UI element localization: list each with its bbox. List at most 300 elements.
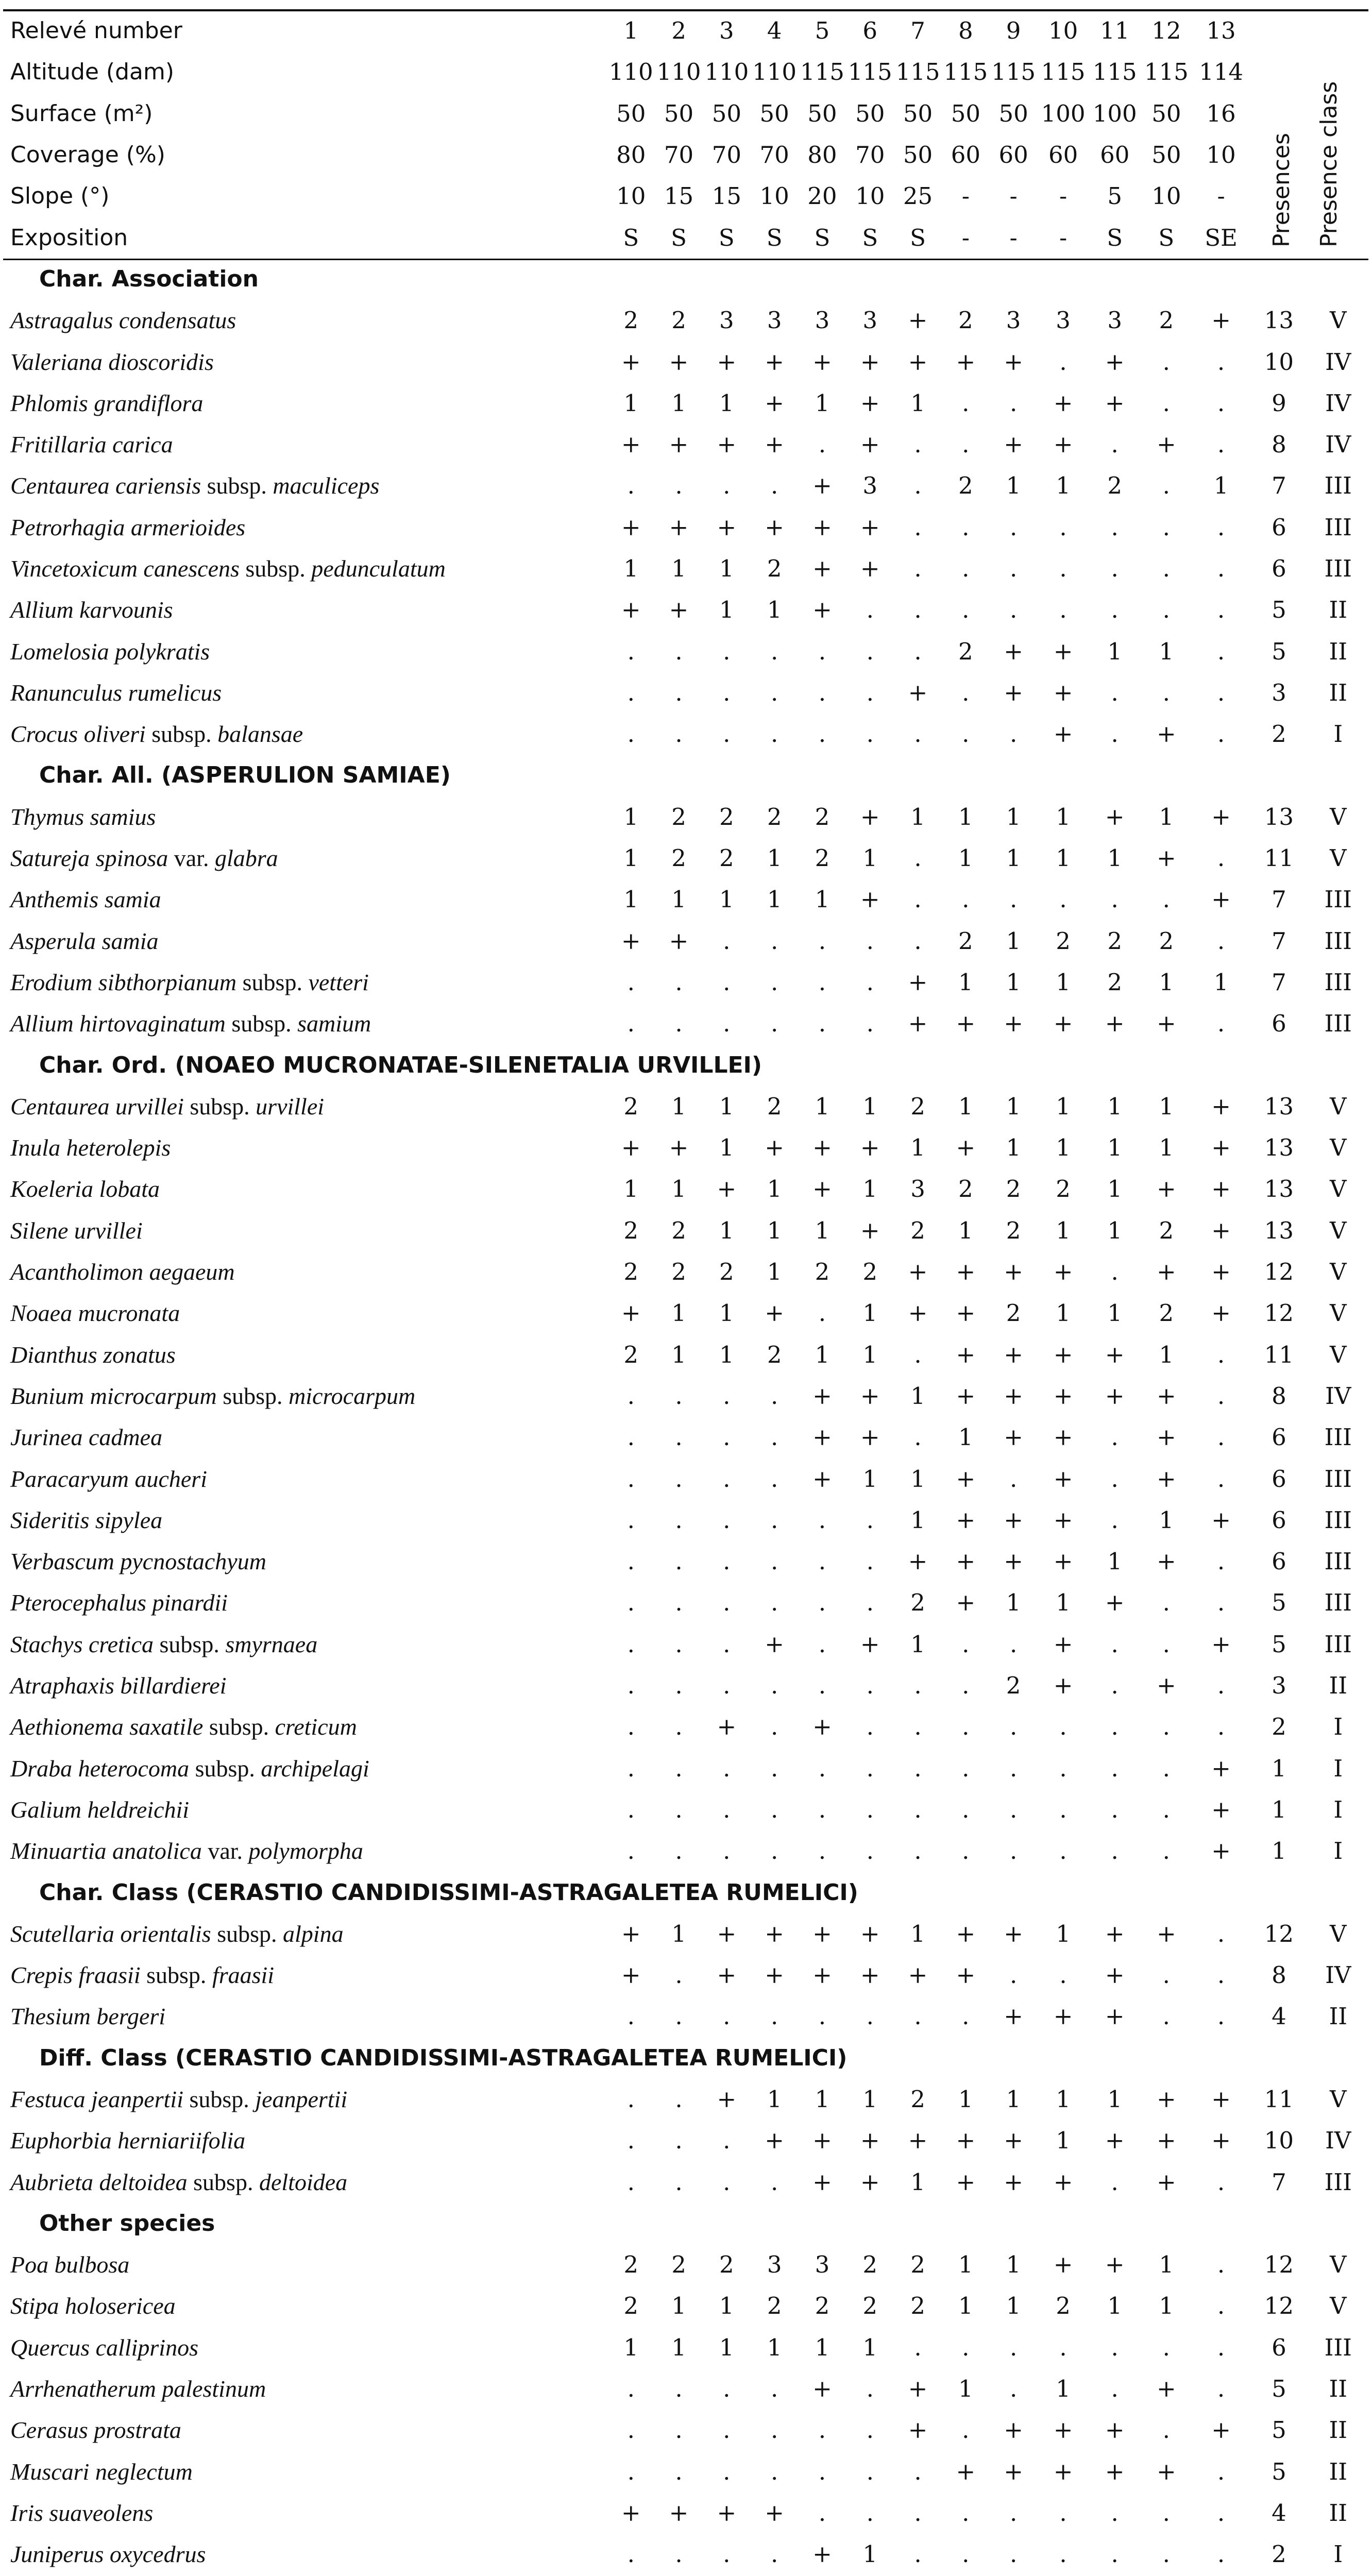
cover-value: . (1111, 1630, 1119, 1658)
cover-value: . (1111, 2375, 1119, 2403)
species-row (3, 2120, 1368, 2161)
species-rank: var. (201, 1838, 249, 1865)
species-name (3, 1086, 607, 1127)
cover-value: . (962, 1713, 970, 1741)
section-title: Diff. Class (CERASTIO CANDIDISSIMI-ASTRAGALETEA RUMELICI) (39, 2044, 848, 2071)
cover-value: 1 (623, 2333, 639, 2361)
cover-value: + (1211, 803, 1231, 831)
species-name (3, 1127, 607, 1168)
species-name (3, 2244, 607, 2285)
cover-value: . (962, 389, 970, 417)
cover-value: . (723, 472, 731, 500)
cover-value: 1 (1107, 1216, 1123, 1244)
cover-value: . (1162, 2540, 1170, 2568)
cover-value: 1 (1006, 968, 1021, 996)
presence-count: 12 (1264, 2292, 1294, 2320)
cover-value: + (1004, 679, 1023, 706)
cover-value: . (723, 1548, 731, 1575)
cover-value: . (1009, 1754, 1018, 1782)
cover-value: . (770, 2540, 778, 2568)
cover-value: 2 (1006, 1175, 1021, 1203)
cover-value: . (1111, 2168, 1119, 2196)
presence-count: 2 (1272, 720, 1286, 748)
cover-value: . (914, 637, 922, 665)
cover-value: + (1156, 1465, 1176, 1493)
cover-value: + (1211, 1506, 1231, 1534)
cover-value: 2 (1107, 927, 1123, 955)
section-title: Char. Ord. (NOAEO MUCRONATAE-SILENETALIA URVILLEI) (39, 1052, 763, 1078)
cover-value: + (1004, 1920, 1023, 1947)
cover-value: + (669, 596, 689, 624)
cover-value: 2 (910, 1216, 925, 1244)
cover-value: . (627, 1837, 635, 1865)
species-row (3, 1541, 1368, 1582)
species-row (3, 1955, 1368, 1996)
cover-value: 2 (1006, 1672, 1021, 1700)
cover-value: . (866, 1837, 874, 1865)
species-name (3, 1541, 607, 1582)
cover-value: + (956, 1589, 976, 1617)
cover-value: + (1211, 2416, 1231, 2444)
cover-value: + (908, 2127, 928, 2155)
presence-class: III (1324, 1423, 1352, 1451)
cover-value: + (1004, 2458, 1023, 2485)
cover-value: 2 (958, 637, 973, 665)
cover-value: 1 (1159, 637, 1174, 665)
header-value: 10 (616, 182, 646, 210)
species-row (3, 1168, 1368, 1210)
presence-count: 13 (1264, 1175, 1294, 1203)
header-value: S (910, 224, 926, 251)
species-row (3, 1458, 1368, 1499)
cover-value: 1 (1159, 1092, 1174, 1120)
species-row (3, 714, 1368, 755)
cover-value: . (723, 2003, 731, 2030)
cover-value: 1 (1159, 1506, 1174, 1534)
species-name (3, 1748, 607, 1789)
cover-value: 1 (958, 1092, 973, 1120)
cover-value: + (1004, 2003, 1023, 2030)
cover-value: 1 (1213, 968, 1229, 996)
cover-value: + (621, 1920, 641, 1947)
cover-value: + (1053, 1465, 1073, 1493)
cover-value: 1 (1056, 1589, 1071, 1617)
species-name-italic: maculiceps (273, 472, 380, 499)
header-value: 50 (1151, 141, 1181, 169)
cover-value: 1 (623, 803, 639, 831)
cover-value: . (818, 431, 826, 459)
header-value: S (671, 224, 687, 251)
presence-class: III (1324, 472, 1352, 500)
cover-value: + (1105, 1341, 1125, 1368)
header-row (3, 134, 1368, 176)
cover-value: 2 (1159, 1216, 1174, 1244)
cover-value: . (723, 1589, 731, 1617)
species-name-italic: Sideritis sipylea (10, 1506, 163, 1533)
cover-value: 2 (623, 307, 639, 334)
cover-value: 1 (1056, 2127, 1071, 2155)
cover-value: + (812, 1920, 832, 1947)
header-value: 110 (608, 58, 653, 86)
cover-value: 2 (958, 307, 973, 334)
cover-value: 1 (910, 389, 925, 417)
cover-value: . (1162, 513, 1170, 541)
presence-count: 8 (1272, 1961, 1286, 1989)
cover-value: . (914, 1754, 922, 1782)
cover-value: . (866, 2499, 874, 2527)
presence-class: III (1324, 1548, 1352, 1575)
cover-value: + (812, 348, 832, 376)
cover-value: 2 (958, 927, 973, 955)
cover-value: + (717, 2085, 737, 2113)
species-name-italic: alpina (283, 1920, 344, 1947)
cover-value: + (1053, 1506, 1073, 1534)
section-title: Other species (39, 2210, 215, 2236)
cover-value: 1 (958, 1423, 973, 1451)
species-rank: subsp. (145, 721, 218, 748)
species-name (3, 383, 607, 424)
cover-value: . (770, 637, 778, 665)
cover-value: + (908, 307, 928, 334)
cover-value: . (1217, 1010, 1225, 1038)
cover-value: . (914, 555, 922, 582)
cover-value: . (1162, 1713, 1170, 1741)
species-rank: subsp. (189, 1755, 261, 1782)
cover-value: 1 (862, 1175, 878, 1203)
presence-count: 6 (1272, 1548, 1286, 1575)
cover-value: + (1004, 431, 1023, 459)
cover-value: . (1217, 2375, 1225, 2403)
cover-value: 3 (719, 307, 734, 334)
cover-value: . (962, 679, 970, 706)
cover-value: 2 (910, 2292, 925, 2320)
cover-value: . (1059, 513, 1067, 541)
cover-value: . (1009, 1961, 1018, 1989)
cover-value: . (723, 2168, 731, 2196)
cover-value: 1 (671, 1920, 686, 1947)
species-name-italic: Allium karvounis (10, 597, 173, 623)
cover-value: . (914, 2458, 922, 2485)
cover-value: 1 (719, 389, 734, 417)
presence-class: V (1330, 1920, 1347, 1947)
cover-value: 1 (767, 1216, 782, 1244)
cover-value: + (1211, 2127, 1231, 2155)
cover-value: . (627, 1795, 635, 1823)
cover-value: . (770, 2416, 778, 2444)
cover-value: + (956, 1382, 976, 1410)
cover-value: . (1009, 596, 1018, 624)
cover-value: + (1004, 1506, 1023, 1534)
cover-value: 1 (862, 2085, 878, 2113)
cover-value: . (723, 1506, 731, 1534)
species-name (3, 838, 607, 879)
cover-value: . (723, 720, 731, 748)
cover-value: . (962, 2540, 970, 2568)
cover-value: + (1105, 2127, 1125, 2155)
cover-value: . (818, 1010, 826, 1038)
cover-value: 1 (1006, 844, 1021, 872)
cover-value: . (818, 1837, 826, 1865)
section-heading-row (3, 259, 1368, 300)
presence-class: III (1324, 2168, 1352, 2196)
header-value: - (1009, 182, 1018, 210)
header-value: S (766, 224, 783, 251)
presence-count: 5 (1272, 596, 1286, 624)
cover-value: + (1105, 2251, 1125, 2279)
cover-value: 3 (910, 1175, 925, 1203)
species-name-italic: Poa bulbosa (10, 2251, 130, 2278)
species-rank: subsp. (236, 969, 309, 995)
cover-value: 1 (958, 2251, 973, 2279)
cover-value: 1 (1006, 2085, 1021, 2113)
cover-value: + (1053, 1382, 1073, 1410)
species-name (3, 879, 607, 920)
cover-value: + (1004, 1341, 1023, 1368)
species-row (3, 548, 1368, 589)
cover-value: + (1053, 637, 1073, 665)
cover-value: 2 (815, 2292, 830, 2320)
cover-value: 1 (1056, 2085, 1071, 2113)
cover-value: + (765, 348, 784, 376)
species-name (3, 2368, 607, 2410)
cover-value: 1 (1006, 2292, 1021, 2320)
cover-value: . (1111, 513, 1119, 541)
cover-value: . (818, 637, 826, 665)
cover-value: . (1009, 720, 1018, 748)
cover-value: . (1059, 2499, 1067, 2527)
cover-value: + (908, 968, 928, 996)
cover-value: 1 (1006, 472, 1021, 500)
species-name-italic: Draba heterocoma (10, 1755, 190, 1782)
header-row (3, 52, 1368, 93)
presence-class: III (1324, 927, 1352, 955)
cover-value: . (1217, 927, 1225, 955)
species-name-italic: Aethionema saxatile (10, 1714, 204, 1740)
cover-value: . (914, 1837, 922, 1865)
header-label: Altitude (dam) (10, 59, 175, 86)
cover-value: + (717, 513, 737, 541)
species-row (3, 2410, 1368, 2451)
species-name-italic: Koeleria lobata (10, 1176, 160, 1202)
cover-value: + (1211, 1175, 1231, 1203)
cover-value: . (1217, 431, 1225, 459)
cover-value: 2 (623, 2251, 639, 2279)
cover-value: + (1156, 2168, 1176, 2196)
cover-value: . (866, 596, 874, 624)
cover-value: + (765, 1134, 784, 1162)
species-row (3, 2244, 1368, 2285)
cover-value: + (860, 2168, 880, 2196)
presence-count: 6 (1272, 2333, 1286, 2361)
species-name-italic: samium (297, 1010, 371, 1037)
header-label: Relevé number (10, 18, 182, 44)
cover-value: 1 (671, 555, 686, 582)
cover-value: + (812, 513, 832, 541)
header-value: 10 (855, 182, 885, 210)
presence-count: 6 (1272, 555, 1286, 582)
cover-value: . (723, 679, 731, 706)
cover-value: . (1162, 679, 1170, 706)
species-row (3, 424, 1368, 465)
cover-value: . (770, 1465, 778, 1493)
species-name-italic: Galium heldreichii (10, 1796, 190, 1823)
cover-value: 2 (1056, 927, 1071, 955)
presence-count: 6 (1272, 1423, 1286, 1451)
cover-value: . (1217, 2333, 1225, 2361)
cover-value: . (914, 513, 922, 541)
cover-value: + (1053, 431, 1073, 459)
species-name-italic: Bunium microcarpum (10, 1382, 217, 1409)
cover-value: . (1009, 555, 1018, 582)
cover-value: 1 (958, 2375, 973, 2403)
header-value: SE (1205, 224, 1238, 251)
cover-value: 1 (910, 1506, 925, 1534)
cover-value: . (1217, 1548, 1225, 1575)
cover-value: . (818, 1589, 826, 1617)
species-name-italic: glabra (214, 845, 278, 872)
cover-value: + (621, 927, 641, 955)
cover-value: + (812, 555, 832, 582)
cover-value: 1 (671, 886, 686, 913)
cover-value: . (675, 1589, 683, 1617)
cover-value: 1 (815, 389, 830, 417)
presence-count: 11 (1264, 844, 1294, 872)
cover-value: . (770, 968, 778, 996)
species-name (3, 2493, 607, 2534)
cover-value: + (621, 513, 641, 541)
cover-value: 1 (1056, 1216, 1071, 1244)
species-name-italic: Minuartia anatolica (10, 1838, 202, 1865)
species-name-italic: archipelagi (261, 1755, 369, 1782)
cover-value: . (675, 968, 683, 996)
cover-value: . (627, 1010, 635, 1038)
cover-value: 2 (767, 1092, 782, 1120)
species-row (3, 796, 1368, 838)
cover-value: 1 (815, 1092, 830, 1120)
species-name-italic: Aubrieta deltoidea (10, 2168, 188, 2195)
cover-value: 1 (1213, 472, 1229, 500)
species-name (3, 1582, 607, 1623)
cover-value: . (866, 2375, 874, 2403)
presence-class: I (1333, 2540, 1343, 2568)
header-value: - (1059, 224, 1068, 251)
species-name (3, 1003, 607, 1044)
cover-value: . (1162, 1589, 1170, 1617)
cover-value: . (1111, 1672, 1119, 1700)
species-name-italic: Centaurea cariensis (10, 472, 201, 499)
species-name-italic: Valeriana dioscoridis (10, 348, 214, 375)
cover-value: . (770, 927, 778, 955)
header-value: - (1059, 182, 1068, 210)
presence-class: II (1329, 2375, 1348, 2403)
cover-value: . (914, 720, 922, 748)
cover-value: + (669, 927, 689, 955)
presence-class: V (1330, 803, 1347, 831)
cover-value: . (627, 1465, 635, 1493)
cover-value: + (717, 2499, 737, 2527)
presence-class: IV (1325, 2127, 1351, 2155)
cover-value: . (914, 596, 922, 624)
cover-value: . (962, 431, 970, 459)
presence-class: III (1324, 1465, 1352, 1493)
cover-value: + (1053, 720, 1073, 748)
section-title: Char. Association (39, 265, 259, 292)
cover-value: . (1217, 1382, 1225, 1410)
cover-value: . (675, 2458, 683, 2485)
cover-value: . (866, 637, 874, 665)
cover-value: . (1059, 596, 1067, 624)
cover-value: + (717, 1961, 737, 1989)
cover-value: . (1217, 1465, 1225, 1493)
cover-value: . (627, 637, 635, 665)
cover-value: . (962, 555, 970, 582)
cover-value: 1 (958, 2085, 973, 2113)
cover-value: . (1217, 2292, 1225, 2320)
species-name (3, 1417, 607, 1458)
presence-count: 7 (1272, 968, 1286, 996)
cover-value: 1 (958, 2292, 973, 2320)
cover-value: . (723, 1465, 731, 1493)
presence-class: V (1330, 1175, 1347, 1203)
cover-value: . (627, 1548, 635, 1575)
cover-value: . (770, 1589, 778, 1617)
cover-value: 1 (910, 1920, 925, 1947)
cover-value: + (765, 1630, 784, 1658)
presence-count: 5 (1272, 2458, 1286, 2485)
species-rank: subsp. (201, 472, 273, 499)
cover-value: + (956, 1010, 976, 1038)
cover-value: . (1217, 1589, 1225, 1617)
cover-value: + (1211, 307, 1231, 334)
cover-value: . (675, 637, 683, 665)
cover-value: 2 (815, 803, 830, 831)
species-name (3, 631, 607, 672)
presence-count: 12 (1264, 1258, 1294, 1286)
header-value: 2 (671, 17, 686, 45)
cover-value: . (1217, 1961, 1225, 1989)
header-value: 50 (998, 99, 1028, 127)
cover-value: + (812, 2168, 832, 2196)
cover-value: . (866, 720, 874, 748)
cover-value: + (717, 431, 737, 459)
species-name-italic: Astragalus condensatus (10, 307, 236, 334)
cover-value: + (669, 431, 689, 459)
cover-value: 1 (767, 1175, 782, 1203)
species-name (3, 1996, 607, 2037)
cover-value: . (675, 1630, 683, 1658)
species-name (3, 1665, 607, 1706)
cover-value: + (812, 2127, 832, 2155)
cover-value: + (1156, 1548, 1176, 1575)
section-title: Char. All. (ASPERULION SAMIAE) (39, 762, 451, 789)
presence-count: 10 (1264, 348, 1294, 376)
cover-value: + (1105, 1382, 1125, 1410)
header-value: 60 (951, 141, 980, 169)
cover-value: 2 (719, 803, 734, 831)
species-name-italic: Anthemis samia (10, 886, 161, 913)
cover-value: 1 (623, 1175, 639, 1203)
cover-value: + (860, 348, 880, 376)
species-name (3, 921, 607, 962)
species-name-italic: Iris suaveolens (10, 2499, 154, 2526)
cover-value: + (1004, 1258, 1023, 1286)
species-name-italic: Inula heterolepis (10, 1134, 171, 1161)
header-value: - (961, 182, 970, 210)
species-name (3, 1955, 607, 1996)
cover-value: 1 (1107, 1299, 1123, 1327)
cover-value: + (812, 2375, 832, 2403)
cover-value: 1 (910, 1465, 925, 1493)
